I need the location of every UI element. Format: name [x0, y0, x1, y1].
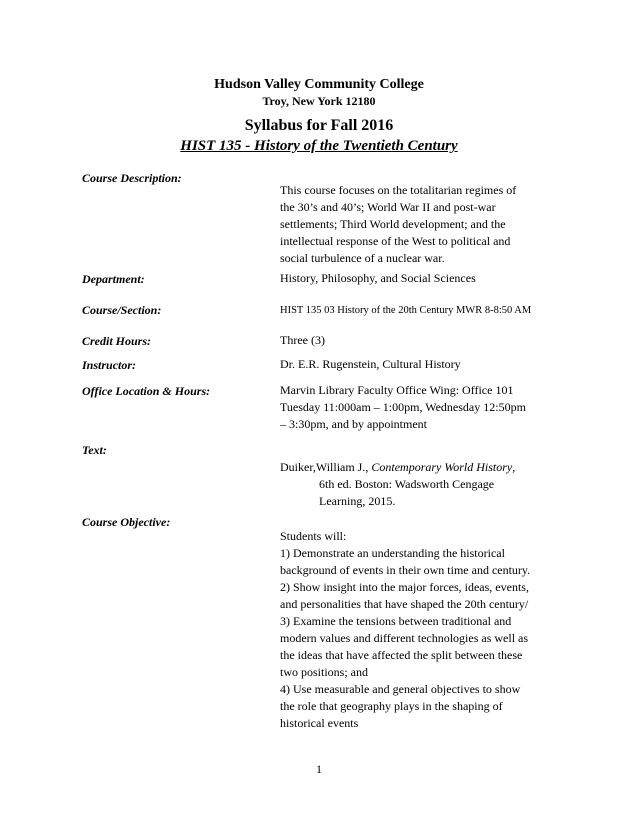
objective-line: the role that geography plays in the shaping of [280, 699, 503, 713]
instructor-value: Dr. E.R. Rugenstein, Cultural History [280, 357, 461, 371]
objective-line: 3) Examine the tensions between traditional and [280, 614, 512, 628]
text-label: Text: [82, 443, 107, 457]
course-description-label: Course Description: [82, 171, 182, 185]
objective-line: Students will: [280, 529, 347, 543]
objective-line: two positions; and [280, 665, 369, 679]
objective-line: 4) Use measurable and general objectives to show [280, 682, 521, 696]
course-title: HIST 135 - History of the Twentieth Century [180, 138, 458, 154]
textbook-comma: , [512, 460, 516, 474]
office-line: Marvin Library Faculty Office Wing: Office 101 [280, 383, 514, 397]
college-name: Hudson Valley Community College [214, 77, 424, 92]
page-number: 1 [316, 762, 322, 776]
description-line: the 30’s and 40’s; World War II and post-war [280, 200, 496, 214]
course-objective-label: Course Objective: [82, 515, 171, 529]
citation-line: 6th ed. Boston: Wadsworth Cengage [319, 477, 495, 491]
objective-line: 1) Demonstrate an understanding the historical [280, 546, 505, 560]
description-line: social turbulence of a nuclear war. [280, 251, 445, 265]
objective-line: the ideas that have affected the split between these [280, 648, 523, 662]
objective-line: and personalities that have shaped the 20th century/ [280, 597, 529, 611]
textbook-citation [280, 459, 515, 510]
course-section-value: HIST 135 03 History of the 20th Century MWR 8-8:50 AM [280, 305, 532, 316]
description-line: intellectual response of the West to political and [280, 234, 511, 248]
office-line: – 3:30pm, and by appointment [280, 417, 427, 431]
objective-line: 2) Show insight into the major forces, ideas, events, [280, 580, 529, 594]
citation-line [280, 459, 515, 476]
course-objective-text [280, 528, 530, 732]
description-line: settlements; Third World development; and the [280, 217, 506, 231]
office-hours-value [280, 382, 526, 433]
description-line: This course focuses on the totalitarian regimes of [280, 183, 517, 197]
office-line: Tuesday 11:000am – 1:00pm, Wednesday 12:50pm [280, 400, 526, 414]
textbook-title: Contemporary World History [371, 460, 513, 474]
textbook-author: Duiker,William J., [280, 460, 372, 474]
objective-line: background of events in their own time and century. [280, 563, 531, 577]
citation-line: Learning, 2015. [319, 494, 396, 508]
credit-hours-value: Three (3) [280, 333, 325, 347]
department-value: History, Philosophy, and Social Sciences [280, 271, 476, 285]
instructor-label: Instructor: [82, 358, 137, 372]
course-description-text [280, 182, 516, 267]
college-address: Troy, New York 12180 [262, 94, 376, 108]
department-label: Department: [82, 272, 145, 286]
credit-hours-label: Credit Hours: [82, 334, 152, 348]
syllabus-title: Syllabus for Fall 2016 [244, 117, 394, 134]
course-section-label: Course/Section: [82, 303, 162, 317]
objective-line: historical events [280, 716, 359, 730]
office-hours-label: Office Location & Hours: [82, 384, 211, 398]
objective-line: modern values and different technologies as well as [280, 631, 529, 645]
